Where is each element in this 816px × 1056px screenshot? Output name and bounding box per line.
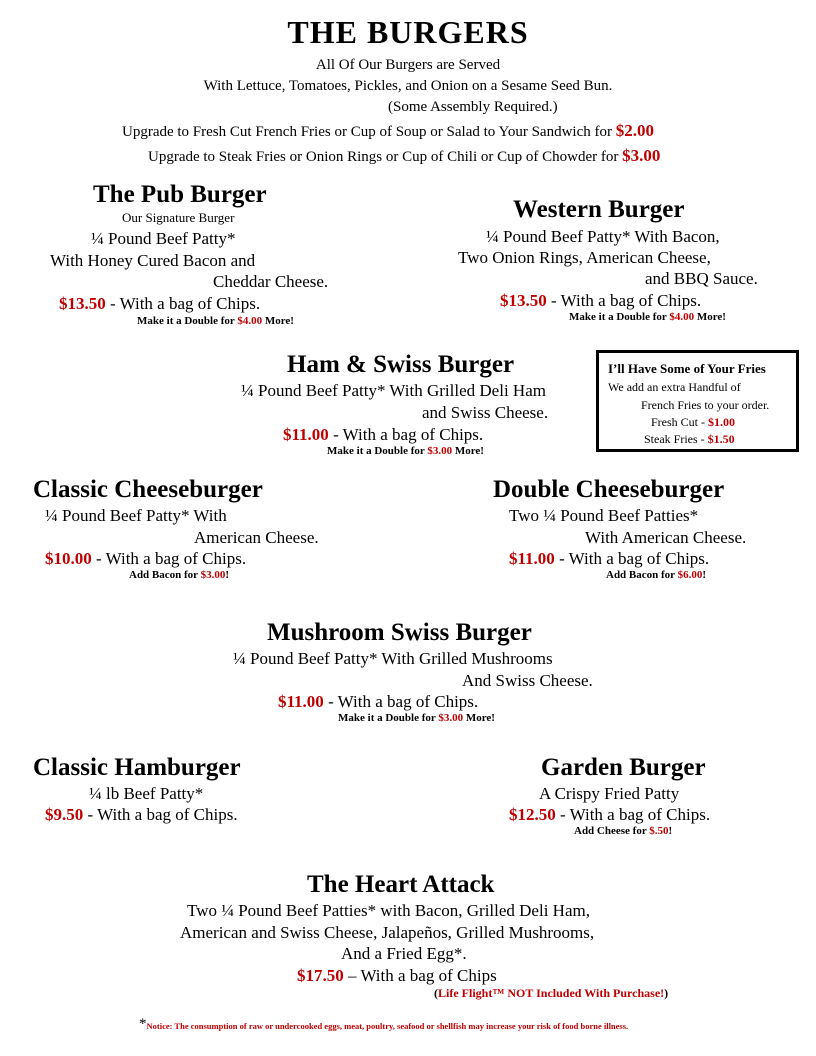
classic-cheeseburger-desc: ¼ Pound Beef Patty* With	[45, 506, 227, 525]
pub-burger-price-line	[59, 295, 260, 312]
price-suffix: - With a bag of Chips.	[555, 805, 711, 824]
note-text: !	[225, 569, 230, 581]
mushroom-swiss-burger-desc: And Swiss Cheese.	[462, 671, 593, 690]
price-suffix: - With a bag of Chips.	[554, 549, 710, 568]
classic-cheeseburger-desc: American Cheese.	[194, 528, 319, 547]
note-text: Make it a Double for	[338, 712, 439, 724]
heart-attack-note	[434, 987, 668, 999]
ham-swiss-double-note	[327, 446, 484, 457]
classic-cheeseburger-bacon-note	[129, 570, 229, 581]
heart-attack-desc: Two ¼ Pound Beef Patties* with Bacon, Grilled Deli Ham,	[187, 901, 590, 920]
note-price: $6.00	[677, 569, 703, 581]
note-paren: )	[664, 986, 669, 1000]
price: $11.00	[283, 425, 329, 444]
heart-attack-price-line	[297, 967, 497, 984]
classic-hamburger-desc: ¼ lb Beef Patty*	[89, 784, 204, 803]
price: $17.50	[297, 966, 344, 985]
garden-burger-price-line	[509, 806, 710, 823]
note-price: $.50	[649, 825, 669, 837]
ham-swiss-burger-desc: and Swiss Cheese.	[422, 403, 549, 422]
asterisk: *	[139, 1016, 147, 1032]
heart-attack-name: The Heart Attack	[307, 871, 495, 898]
heart-attack-desc: And a Fried Egg*.	[341, 944, 467, 963]
pub-burger-double-note	[137, 316, 294, 327]
western-burger-double-note	[569, 312, 726, 323]
price: $10.00	[45, 549, 92, 568]
ham-swiss-burger-desc: ¼ Pound Beef Patty* With Grilled Deli Ham	[241, 381, 546, 400]
fries-box-text: We add an extra Handful of	[608, 380, 741, 394]
note-text: !	[702, 569, 707, 581]
garden-burger-name: Garden Burger	[541, 754, 706, 781]
ham-swiss-burger-price-line	[283, 426, 483, 443]
upgrade-price: $3.00	[622, 146, 661, 165]
price-suffix: - With a bag of Chips.	[105, 294, 261, 313]
upgrade-price: $2.00	[615, 121, 654, 140]
price-suffix: - With a bag of Chips.	[323, 692, 479, 711]
price: $13.50	[500, 291, 547, 310]
note-price: $3.00	[427, 445, 453, 457]
classic-cheeseburger-name: Classic Cheeseburger	[33, 476, 263, 503]
fries-box-title: I’ll Have Some of Your Fries	[608, 361, 766, 376]
upgrade-line-1	[122, 122, 654, 140]
header-intro-line: (Some Assembly Required.)	[388, 99, 558, 115]
fries-box-text: French Fries to your order.	[641, 398, 770, 412]
western-burger-name: Western Burger	[513, 196, 685, 223]
garden-burger-cheese-note	[574, 826, 672, 837]
pub-burger-desc: Cheddar Cheese.	[213, 272, 329, 291]
upgrade-line-2	[148, 147, 660, 165]
note-text: Add Bacon for	[606, 569, 678, 581]
heart-attack-desc: American and Swiss Cheese, Jalapeños, Grilled Mushrooms,	[180, 923, 595, 942]
note-price: $4.00	[237, 315, 263, 327]
mushroom-swiss-double-note	[338, 713, 495, 724]
header-intro-line: All Of Our Burgers are Served	[315, 57, 501, 73]
note-text: !	[668, 825, 673, 837]
double-cheeseburger-price-line	[509, 550, 709, 567]
price: $12.50	[509, 805, 556, 824]
note-paren: (	[434, 986, 438, 1000]
note-text: Make it a Double for	[569, 311, 670, 323]
price-suffix: - With a bag of Chips.	[328, 425, 484, 444]
note-text: Make it a Double for	[137, 315, 238, 327]
western-burger-desc: and BBQ Sauce.	[645, 269, 758, 288]
western-burger-price-line	[500, 292, 701, 309]
fries-option-label: Fresh Cut -	[651, 415, 708, 429]
price-suffix: - With a bag of Chips.	[83, 805, 238, 824]
double-cheeseburger-name: Double Cheeseburger	[493, 476, 725, 503]
garden-burger-desc: A Crispy Fried Patty	[539, 784, 680, 803]
double-cheeseburger-desc: With American Cheese.	[585, 528, 747, 547]
ham-swiss-burger-name: Ham & Swiss Burger	[287, 351, 515, 378]
note-text: Make it a Double for	[327, 445, 428, 457]
note-price: $4.00	[669, 311, 695, 323]
classic-hamburger-price-line	[45, 806, 238, 823]
price: $11.00	[509, 549, 555, 568]
upgrade-text: Upgrade to Steak Fries or Onion Rings or Cup of Chili or Cup of Chowder for	[148, 149, 623, 165]
note-text: More!	[463, 712, 495, 724]
price: $9.50	[45, 805, 84, 824]
fries-option-price: $1.00	[708, 415, 735, 429]
upgrade-text: Upgrade to Fresh Cut French Fries or Cup of Soup or Salad to Your Sandwich for	[122, 124, 616, 140]
note-price: $3.00	[200, 569, 226, 581]
fries-box-fresh-cut	[651, 416, 735, 428]
classic-cheeseburger-price-line	[45, 550, 246, 567]
notice-text: Notice: The consumption of raw or undercooked eggs, meat, poultry, seafood or shellfish may increase your risk of food borne illness.	[146, 1021, 629, 1031]
classic-hamburger-name: Classic Hamburger	[33, 754, 241, 781]
note-price: $3.00	[438, 712, 464, 724]
pub-burger-desc: ¼ Pound Beef Patty*	[91, 229, 236, 248]
note-text: Life Flight™ NOT Included With Purchase!	[438, 986, 665, 1000]
price-suffix: - With a bag of Chips.	[546, 291, 702, 310]
double-cheeseburger-desc: Two ¼ Pound Beef Patties*	[509, 506, 699, 525]
note-text: More!	[452, 445, 484, 457]
price-suffix: - With a bag of Chips.	[91, 549, 247, 568]
double-cheeseburger-bacon-note	[606, 570, 706, 581]
western-burger-desc: ¼ Pound Beef Patty* With Bacon,	[486, 227, 720, 246]
price: $13.50	[59, 294, 106, 313]
note-text: Add Bacon for	[129, 569, 201, 581]
note-text: Add Cheese for	[574, 825, 650, 837]
food-safety-notice	[139, 1017, 628, 1033]
price-suffix: – With a bag of Chips	[343, 966, 497, 985]
pub-burger-name: The Pub Burger	[93, 181, 267, 208]
mushroom-swiss-burger-price-line	[278, 693, 478, 710]
fries-box-steak-fries	[644, 433, 735, 445]
western-burger-desc: Two Onion Rings, American Cheese,	[458, 248, 711, 267]
page-title: THE BURGERS	[287, 14, 529, 50]
pub-burger-desc: With Honey Cured Bacon and	[50, 251, 256, 270]
mushroom-swiss-burger-desc: ¼ Pound Beef Patty* With Grilled Mushrooms	[233, 649, 553, 668]
mushroom-swiss-burger-name: Mushroom Swiss Burger	[267, 619, 532, 646]
fries-option-label: Steak Fries -	[644, 432, 708, 446]
price: $11.00	[278, 692, 324, 711]
note-text: More!	[262, 315, 294, 327]
pub-burger-subtitle: Our Signature Burger	[122, 210, 235, 225]
note-text: More!	[694, 311, 726, 323]
fries-option-price: $1.50	[707, 432, 735, 446]
header-intro-line: With Lettuce, Tomatoes, Pickles, and Onion on a Sesame Seed Bun.	[203, 78, 613, 94]
